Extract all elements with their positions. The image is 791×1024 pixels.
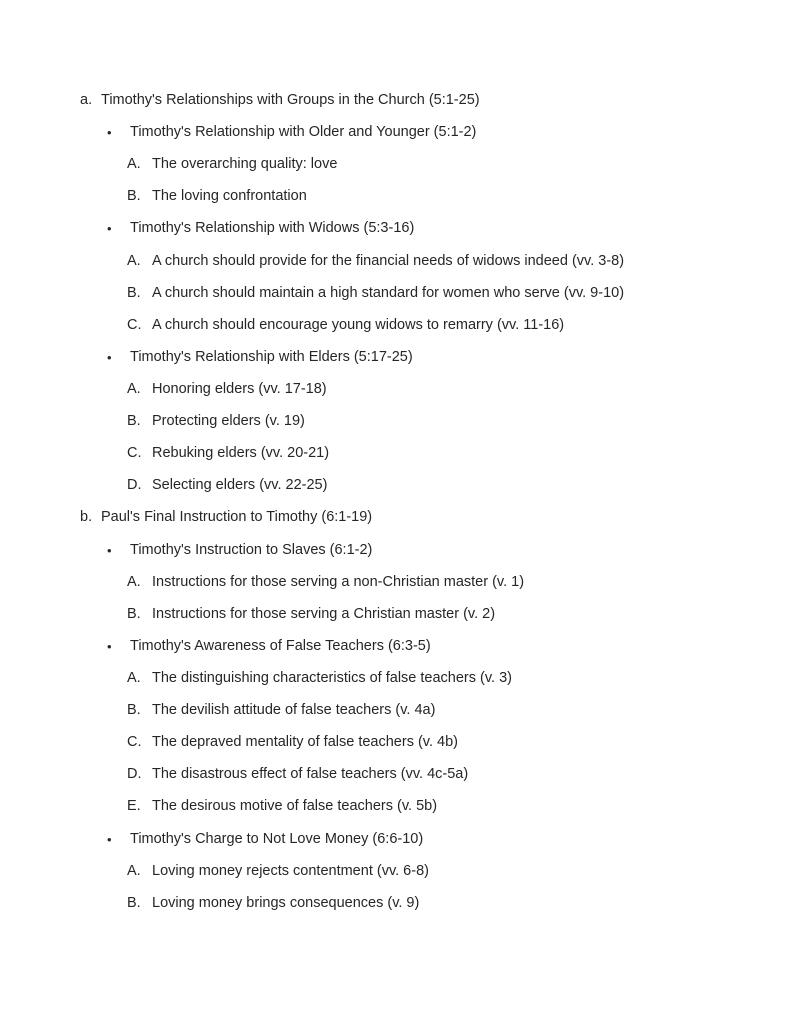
outline-item-label: A church should provide for the financial needs of widows indeed (vv. 3-8) (152, 252, 625, 269)
outline-level3-item (0, 605, 791, 637)
outline-level3-item (0, 573, 791, 605)
outline-item-label: A church should maintain a high standard for women who serve (vv. 9-10) (152, 284, 625, 301)
list-marker: B. (127, 702, 141, 719)
list-marker: C. (127, 445, 142, 462)
list-marker: b. (80, 509, 93, 526)
outline-item-label: Timothy's Relationship with Elders (5:17-25) (130, 348, 413, 365)
outline-item-label: Instructions for those serving a non-Christian master (v. 1) (152, 573, 525, 590)
list-marker: C. (127, 316, 142, 333)
list-marker: A. (127, 252, 141, 269)
outline-level2-item (0, 637, 791, 669)
list-marker: B. (127, 605, 141, 622)
bullet-icon: • (107, 125, 112, 141)
outline-level3-item (0, 733, 791, 765)
outline-item-label: The distinguishing characteristics of false teachers (v. 3) (152, 669, 512, 686)
outline-item-label: Timothy's Charge to Not Love Money (6:6-10) (130, 830, 424, 847)
outline-level2-item (0, 830, 791, 862)
list-marker: B. (127, 894, 141, 911)
outline-item-label: Rebuking elders (vv. 20-21) (152, 445, 330, 462)
outline-item-label: The overarching quality: love (152, 156, 338, 173)
outline-level2-item (0, 123, 791, 155)
outline-level3-item (0, 444, 791, 476)
outline-level1-item (0, 91, 791, 123)
list-marker: C. (127, 734, 142, 751)
bullet-icon: • (107, 349, 112, 365)
outline-item-label: Selecting elders (vv. 22-25) (152, 477, 328, 494)
outline-level3-item (0, 894, 791, 926)
outline-item-label: The loving confrontation (152, 188, 307, 205)
outline-item-label: Timothy's Instruction to Slaves (6:1-2) (130, 541, 373, 558)
outline-list (0, 91, 791, 926)
list-marker: A. (127, 156, 141, 173)
outline-item-label: Paul's Final Instruction to Timothy (6:1-19) (101, 509, 373, 526)
list-marker: A. (127, 669, 141, 686)
outline-level1-item (0, 508, 791, 540)
list-marker: D. (127, 766, 142, 783)
outline-item-label: The devilish attitude of false teachers (v. 4a) (152, 702, 436, 719)
bullet-icon: • (107, 831, 112, 847)
outline-item-label: Loving money brings consequences (v. 9) (152, 894, 420, 911)
outline-level2-item (0, 541, 791, 573)
outline-level3-item (0, 316, 791, 348)
outline-item-label: Loving money rejects contentment (vv. 6-8) (152, 862, 429, 879)
list-marker: a. (80, 92, 93, 108)
outline-level3-item (0, 155, 791, 187)
outline-item-label: The depraved mentality of false teachers (v. 4b) (152, 734, 458, 751)
list-marker: B. (127, 188, 141, 205)
outline-level2-item (0, 348, 791, 380)
list-marker: A. (127, 573, 141, 590)
list-marker: A. (127, 862, 141, 879)
outline-item-label: A church should encourage young widows to remarry (vv. 11-16) (152, 316, 565, 333)
list-marker: A. (127, 380, 141, 397)
outline-item-label: Timothy's Relationship with Older and Younger (5:1-2) (130, 124, 477, 141)
outline-level3-item (0, 412, 791, 444)
outline-item-label: Timothy's Awareness of False Teachers (6:3-5) (130, 637, 431, 654)
outline-item-label: The desirous motive of false teachers (v. 5b) (152, 798, 438, 815)
outline-level3-item (0, 669, 791, 701)
outline-item-label: Honoring elders (vv. 17-18) (152, 380, 327, 397)
outline-level3-item (0, 476, 791, 508)
list-marker: D. (127, 477, 142, 494)
outline-item-label: Protecting elders (v. 19) (152, 413, 305, 430)
outline-level3-item (0, 252, 791, 284)
outline-item-label: Timothy's Relationship with Widows (5:3-16) (130, 220, 415, 237)
outline-level3-item (0, 765, 791, 797)
outline-level3-item (0, 797, 791, 829)
outline-level3-item (0, 284, 791, 316)
outline-level3-item (0, 187, 791, 219)
outline-level3-item (0, 701, 791, 733)
list-marker: B. (127, 284, 141, 301)
outline-level2-item (0, 219, 791, 251)
bullet-icon: • (107, 542, 112, 558)
outline-level3-item (0, 862, 791, 894)
list-marker: E. (127, 798, 141, 815)
bullet-icon: • (107, 221, 112, 237)
outline-item-label: Timothy's Relationships with Groups in the Church (5:1-25) (101, 92, 480, 108)
outline-item-label: Instructions for those serving a Christian master (v. 2) (152, 605, 496, 622)
bullet-icon: • (107, 638, 112, 654)
list-marker: B. (127, 413, 141, 430)
outline-item-label: The disastrous effect of false teachers (vv. 4c-5a) (152, 766, 469, 783)
outline-level3-item (0, 380, 791, 412)
